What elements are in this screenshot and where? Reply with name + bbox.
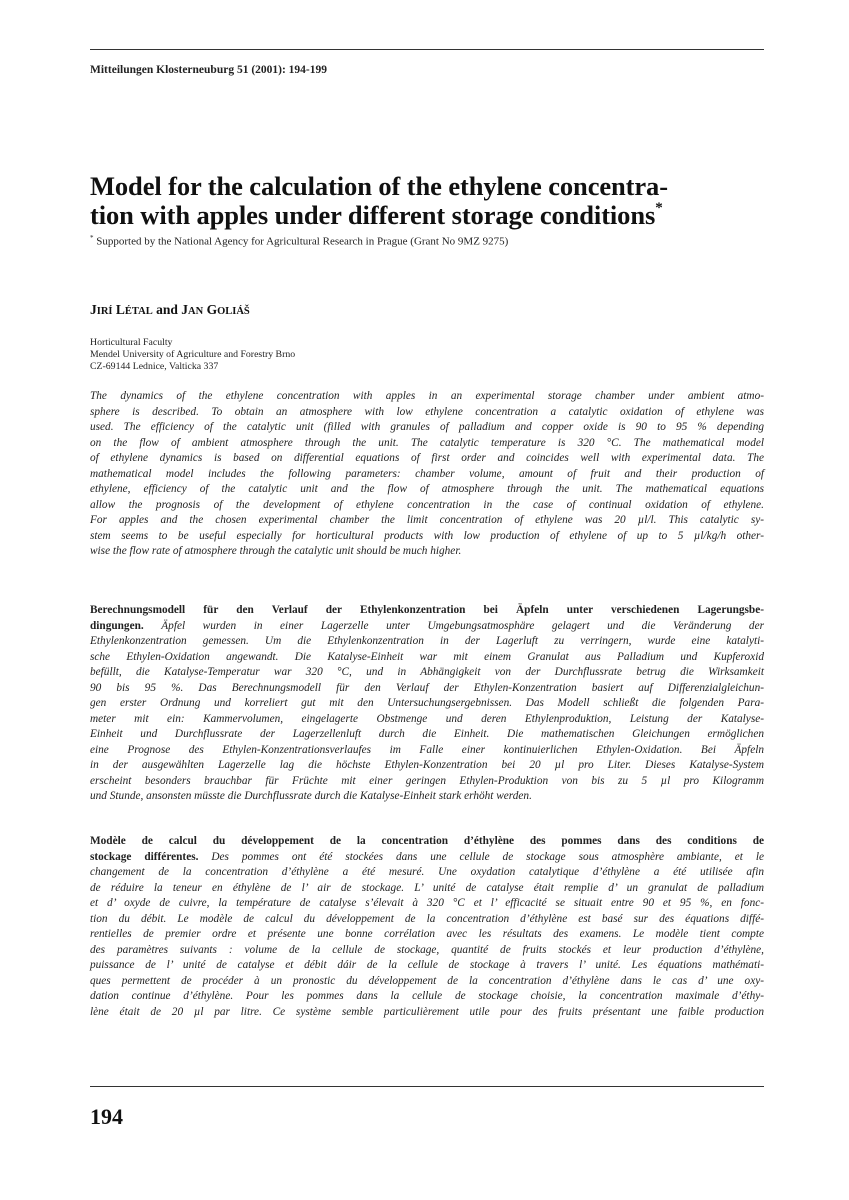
title-line-1: Model for the calculation of the ethylene concentra- (90, 171, 668, 201)
abstract-line: meter mit ein: Kammervolumen, eingelagerte Obstmenge und deren Ethylenproduktion, Leistung der Katalyse- (90, 712, 764, 725)
abstract-line: dation continue d’éthylène. Pour les pommes dans la cellule de stockage choisie, la concentration maximale d’éthy- (90, 990, 764, 1002)
abstract-line: et d’ oxyde de cuivre, la température de catalyse s’élevait à 320 °C et l’ efficacité se situait entre 90 et 95 %, en fonc- (90, 897, 764, 909)
abstract-line: stem seems to be useful especially for horticultural products with low production of ethylene of up to 5 µl/kg/h other- (90, 529, 764, 542)
abstract-line: mathematical model includes the following parameters: chamber volume, amount of fruit and their production of (90, 467, 764, 480)
abstract-line: in der ausgewählten Lagerzelle lag die höchste Ethylen-Konzentration bei 20 µl pro Liter. Dieses Katalyse-System (90, 759, 764, 771)
author-2 (181, 302, 250, 317)
footnote (90, 234, 508, 248)
abstract-heading-line: Modèle de calcul du développement de la concentration d’éthylène des pommes dans des conditions de (90, 835, 764, 847)
abstract-line (90, 619, 764, 635)
footnote-marker-ref: * (90, 234, 94, 242)
author-1-surname-rest: ÉTAL (124, 306, 153, 317)
author-2-first-initial: J (181, 302, 189, 317)
abstract-line: rentielles de premier ordre et présente une bonne corrélation avec les résultats des examens. Le modèle tient compte (90, 928, 764, 940)
abstract-line-text: Äpfel wurden in einer Lagerzelle unter Umgebungsatmosphäre gelagert und die Veränderung der (143, 619, 764, 632)
abstract-heading-line: Berechnungsmodell für den Verlauf der Ethylenkonzentration bei Äpfeln unter verschiedenen Lagerungsbe- (90, 604, 764, 616)
abstract-line (90, 850, 764, 866)
abstract-line: erscheint besonders brauchbar für Früchte mit einer geringen Ethylen-Produktion von bis zu 5 µl pro Kilogramm (90, 774, 764, 787)
abstract-line: of ethylene dynamics is based on differential equations of first order and coincides well with experimental data. The (90, 452, 764, 464)
bottom-rule (90, 1086, 764, 1087)
abstract-line: ethylene, efficiency of the catalytic unit and the flow of atmosphere through the unit. The mathematical equations (90, 483, 764, 495)
title-line-2-text: tion with apples under different storage conditions (90, 200, 656, 230)
abstract-french (90, 834, 764, 1020)
affiliation-line: CZ-69144 Lednice, Valticka 337 (90, 361, 219, 372)
footnote-marker: * (655, 200, 663, 216)
authors-conjunction: and (156, 302, 178, 317)
author-1-first-initial: J (90, 302, 97, 317)
journal-reference: Mitteilungen Klosterneuburg 51 (2001): 194-199 (90, 64, 328, 76)
abstract-line: sphere is described. To obtain an atmosphere with low ethylene concentration a catalytic oxidation of ethylene was (90, 405, 764, 418)
abstract-line: ques permettent de procéder à un pronostic du développement de la concentration d’éthylène dans le cas d’ une oxy- (90, 974, 764, 987)
abstract-line: und Stunde, ansonsten müsste die Durchflussrate durch die Katalyse-Einheit stark erhöht werden. (90, 790, 532, 802)
abstract-line: tion du débit. Le modèle de calcul du développement de la concentration d’éthylène est basé sur des équations diffé- (90, 912, 764, 925)
abstract-line: wise the flow rate of atmosphere through the catalytic unit should be much higher. (90, 545, 462, 557)
abstract-line: changement de la concentration d’éthylène a été mesuré. Une oxydation catalytique d’éthylène a été utilisée afin (90, 866, 764, 878)
abstract-german (90, 603, 764, 805)
abstract-english (90, 389, 764, 560)
abstract-line: des paramètres suivants : volume de la cellule de stockage, quantité de fruits stockés et leur production d’éthylène, (90, 943, 764, 956)
abstract-line: Ethylenkonzentration gemessen. Um die Ethylenkonzentration in der Lagerluft zu verringern, wurde eine katalyti- (90, 635, 764, 647)
abstract-heading-end: dingungen. (90, 619, 144, 632)
abstract-line: used. The efficiency of the catalytic unit (filled with granules of palladium and copper oxide is 90 to 95 % depending (90, 421, 764, 433)
affiliation-line: Mendel University of Agriculture and Forestry Brno (90, 349, 296, 360)
author-2-surname-initial: G (206, 302, 218, 317)
author-1-first-rest: IRÍ (96, 306, 113, 317)
abstract-line: Einheit und Durchflussrate der Lagerzellenluft durch die Einheit. Die mathematischen Gleichungen ermöglichen (90, 728, 764, 740)
abstract-line: puissance de l’ unité de catalyse et débit dáir de la cellule de stockage à travers l’ unité. Les équations mathémati- (90, 959, 764, 971)
abstract-line: sche Ethylen-Oxidation angewandt. Die Katalyse-Einheit war mit einem Granulat aus Palladium und Kupferoxid (90, 650, 764, 663)
author-1 (90, 302, 153, 317)
author-2-surname-rest: OLIÁŠ (217, 306, 250, 317)
abstract-line: de réduire la teneur en éthylène de l’ air de stockage. L’ unité de catalyse était remplie d’ un granulat de palladium (90, 881, 764, 894)
abstract-line: lène était de 20 µl par litre. Ce système semble particulièrement utile pour des fruits présentant une faible production (90, 1005, 764, 1018)
abstract-line: 90 bis 95 %. Das Berechnungsmodell für den Verlauf der Ethylen-Konzentration basiert auf Differenzialgleichun- (90, 681, 764, 694)
title-line-2 (90, 201, 770, 235)
footnote-text: Supported by the National Agency for Agricultural Research in Prague (Grant No 9MZ 9275) (96, 235, 509, 248)
abstract-line: The dynamics of the ethylene concentration with apples in an experimental storage chamber under ambient atmo- (90, 390, 764, 402)
abstract-line: eine Prognose des Ethylen-Konzentrationsverlaufes im Falle einer kontinuierlichen Ethylen-Oxidation. Bei Äpfeln (90, 743, 764, 756)
article-title (90, 172, 770, 235)
abstract-line: befüllt, die Katalyse-Temperatur war 320 °C, und in Abhängigkeit von der Durchflussrate betrug die Wirksamkeit (90, 666, 764, 678)
abstract-line: allow the prognosis of the development of ethylene concentration in the case of continual oxidation of ethylene. (90, 498, 764, 511)
abstract-heading-end: stockage différentes. (90, 850, 199, 863)
author-1-surname-initial: L (115, 302, 125, 317)
abstract-line: For apples and the chosen experimental chamber the limit concentration of ethylene was 20 µl/l. This catalytic sy- (90, 514, 764, 526)
top-rule (90, 49, 764, 50)
affiliation-line: Horticultural Faculty (90, 337, 173, 348)
abstract-line: on the flow of ambient atmosphere through the unit. The catalytic temperature is 320 °C. The mathematical model (90, 436, 764, 449)
affiliation (90, 337, 295, 373)
abstract-line-text: Des pommes ont été stockées dans une cellule de stockage sous atmosphère ambiante, et le (198, 850, 764, 863)
authors (90, 302, 250, 318)
page-number: 194 (90, 1104, 123, 1129)
abstract-line: gen erster Ordnung und korreliert gut mit den Untersuchungsergebnissen. Das Modell schließt die folgenden Para- (90, 697, 764, 709)
author-2-first-rest: AN (188, 306, 204, 317)
